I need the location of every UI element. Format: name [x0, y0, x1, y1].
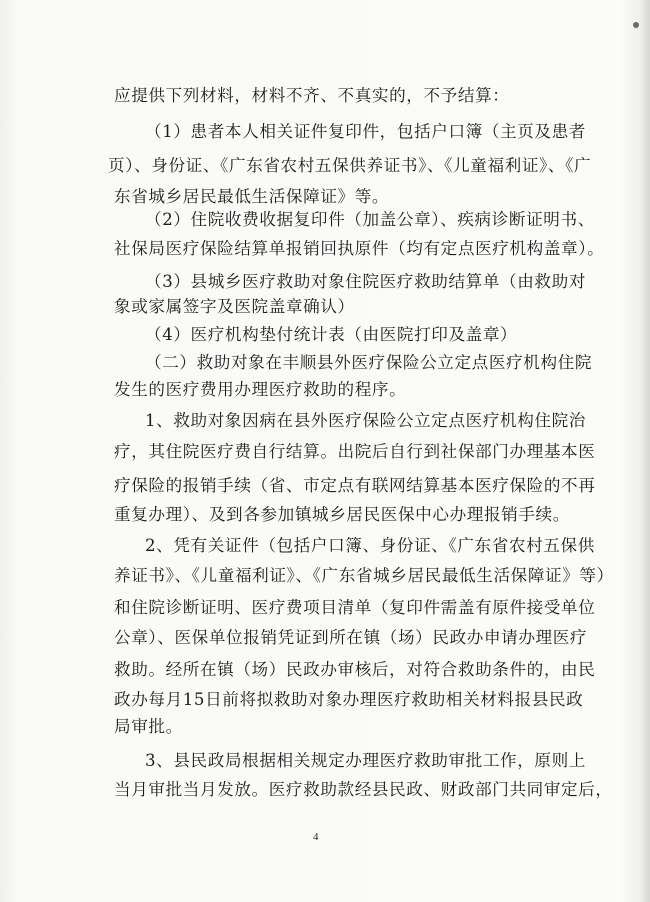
text-line: 和住院诊断证明、医疗费项目清单（复印件需盖有原件接受单位	[114, 598, 596, 617]
text-line: 2、凭有关证件（包括户口簿、身份证、《广东省农村五保供	[145, 536, 595, 555]
text-line: 局审批。	[114, 717, 183, 736]
text-line: （2）住院收费收据复印件（加盖公章）、疾病诊断证明书、	[145, 210, 595, 229]
text-line: 发生的医疗费用办理医疗救助的程序。	[114, 380, 407, 399]
text-line: 疗保险的报销手续（省、市定点有联网结算基本医疗保险的不再	[114, 476, 596, 495]
text-line: （3）县城乡医疗救助对象住院医疗救助结算单（由救助对	[145, 272, 586, 291]
text-line: 1、救助对象因病在县外医疗保险公立定点医疗机构住院治	[145, 411, 586, 430]
text-line: 3、县民政局根据相关规定办理医疗救助审批工作，原则上	[145, 751, 586, 770]
page-edge-shadow	[640, 0, 650, 902]
page-number: 4	[313, 831, 319, 843]
text-line: 应提供下列材料，材料不齐、不真实的，不予结算：	[114, 86, 510, 105]
text-line: 当月审批当月发放。医疗救助款经县民政、财政部门共同审定后，	[114, 780, 613, 799]
text-line: 救助。经所在镇（场）民政办审核后，对符合救助条件的，由民	[114, 660, 596, 679]
text-line: 社保局医疗保险结算单报销回执原件（均有定点医疗机构盖章）。	[114, 239, 605, 258]
text-line: 疗，其住院医疗费自行结算。出院后自行到社保部门办理基本医	[114, 442, 596, 461]
text-line: 重复办理）、及到各参加镇城乡居民医保中心办理报销手续。	[114, 505, 570, 524]
text-line: （二）救助对象在丰顺县外医疗保险公立定点医疗机构住院	[145, 353, 593, 372]
text-line: 政办每月15日前将拟救助对象办理医疗救助相关材料报县民政	[114, 690, 584, 709]
text-line: 象或家属签字及医院盖章确认）	[114, 297, 355, 316]
text-line: （4）医疗机构垫付统计表（由医院打印及盖章）	[145, 325, 518, 344]
text-line: 东省城乡居民最低生活保障证》等。	[114, 187, 390, 206]
text-line: 公章）、医保单位报销凭证到所在镇（场）民政办申请办理医疗	[114, 628, 588, 647]
text-line: （1）患者本人相关证件复印件，包括户口簿（主页及患者	[145, 122, 586, 141]
text-line: 养证书》、《儿童福利证》、《广东省城乡居民最低生活保障证》等）	[114, 566, 614, 585]
text-line: 页）、身份证、《广东省农村五保供养证书》、《儿童福利证》、《广	[108, 156, 592, 175]
scan-dot-mark	[633, 22, 639, 28]
